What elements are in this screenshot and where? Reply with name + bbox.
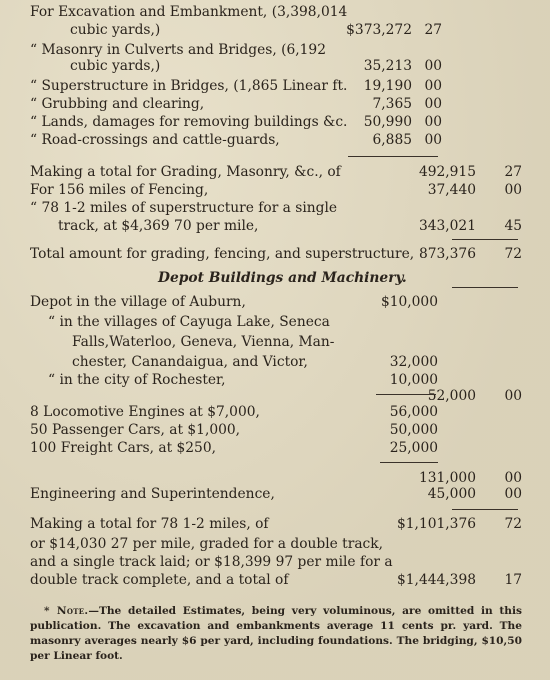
amount-dollars: 6,885: [372, 132, 412, 148]
amount-dollars: 35,213: [363, 58, 412, 74]
amount-cents: 00: [424, 78, 442, 94]
line-text: 8 Locomotive Engines at $7,000,: [30, 404, 260, 420]
total-dollars: $1,444,398: [397, 572, 476, 588]
engineering-row: [0, 484, 550, 504]
amount-dollars: $373,272: [346, 22, 412, 38]
line-text: Making a total for 78 1-2 miles, of: [30, 516, 269, 532]
line-text: “ Grubbing and clearing,: [30, 96, 205, 112]
subtotal-amount: 50,000: [389, 422, 438, 438]
rule-grading: [348, 156, 438, 157]
depot-villages-row-3: [0, 352, 550, 372]
line-text: “ Superstructure in Bridges, (1,865 Linear ft.: [30, 78, 348, 94]
total-cents: 00: [504, 388, 522, 404]
depot-auburn-row: [0, 292, 550, 312]
line-text: “ in the villages of Cayuga Lake, Seneca: [48, 314, 330, 330]
line-text: “ 78 1-2 miles of superstructure for a single: [30, 200, 338, 216]
depot-heading: [0, 268, 550, 288]
line-text: chester, Canandaigua, and Victor,: [72, 354, 308, 370]
total-dollars: 343,021: [418, 218, 476, 234]
footnote-label: * Note.: [44, 605, 89, 617]
line-text: track, at $4,369 70 per mile,: [58, 218, 259, 234]
total-cents: 27: [504, 164, 522, 180]
total-dollars: 52,000: [427, 388, 476, 404]
freight-cars-row: [0, 438, 550, 458]
per-mile-row: [0, 534, 550, 554]
amount-dollars: 19,190: [363, 78, 412, 94]
total-cents: 45: [504, 218, 522, 234]
grubbing-row: [0, 94, 550, 114]
line-text: double track complete, and a total of: [30, 572, 289, 588]
line-text: and a single track laid; or $18,399 97 per mile for a: [30, 554, 393, 570]
line-text: For 156 miles of Fencing,: [30, 182, 209, 198]
rule-machinery: [380, 462, 438, 463]
line-text: cubic yards,): [70, 58, 161, 74]
excavation-cubic-row: [0, 20, 550, 40]
rule-depot-heading: [452, 287, 518, 288]
line-text: For Excavation and Embankment, (3,398,014: [30, 4, 348, 20]
total-amount-row: [0, 244, 550, 264]
locomotives-row: [0, 402, 550, 422]
subtotal-amount: 25,000: [389, 440, 438, 456]
subtotal-amount: 56,000: [389, 404, 438, 420]
amount-cents: 00: [424, 96, 442, 112]
total-cents: 00: [504, 470, 522, 486]
depot-villages-row-2: [0, 332, 550, 352]
line-text: 50 Passenger Cars, at $1,000,: [30, 422, 241, 438]
line-text: Depot in the village of Auburn,: [30, 294, 246, 310]
fencing-row: [0, 180, 550, 200]
line-text: Total amount for grading, fencing, and superstructure,: [30, 246, 415, 262]
subtotal-amount: 10,000: [389, 372, 438, 388]
total-dollars: 45,000: [427, 486, 476, 502]
amount-dollars: 7,365: [372, 96, 412, 112]
total-cents: 00: [504, 182, 522, 198]
total-cents: 00: [504, 486, 522, 502]
line-text: “ Masonry in Culverts and Bridges, (6,192: [30, 42, 326, 58]
total-cents: 72: [504, 516, 522, 532]
line-text: Engineering and Superintendence,: [30, 486, 275, 502]
depot-villages-row: [0, 312, 550, 332]
total-cents: 17: [504, 572, 522, 588]
amount-cents: 00: [424, 114, 442, 130]
masonry-cubic-row: [0, 56, 550, 76]
total-dollars: 37,440: [427, 182, 476, 198]
amount-cents: 27: [424, 22, 442, 38]
amount-cents: 00: [424, 132, 442, 148]
rule-superstructure: [452, 239, 518, 240]
total-dollars: 492,915: [418, 164, 476, 180]
single-track-row: [0, 552, 550, 572]
line-text: cubic yards,): [70, 22, 161, 38]
section-heading: Depot Buildings and Machinery.: [158, 270, 407, 286]
rule-engineering: [452, 509, 518, 510]
superstructure-track-row: [0, 216, 550, 236]
line-text: “ Lands, damages for removing buildings &c.: [30, 114, 348, 130]
total-dollars: 131,000: [418, 470, 476, 486]
total-dollars: 873,376: [418, 246, 476, 262]
excavation-row: [0, 2, 550, 22]
line-text: or $14,030 27 per mile, graded for a double track,: [30, 536, 384, 552]
lands-row: [0, 112, 550, 132]
amount-dollars: 50,990: [363, 114, 412, 130]
line-text: Falls,Waterloo, Geneva, Vienna, Man-: [72, 334, 335, 350]
subtotal-amount: $10,000: [380, 294, 438, 310]
subtotal-amount: 32,000: [389, 354, 438, 370]
line-text: 100 Freight Cars, at $250,: [30, 440, 216, 456]
line-text: Making a total for Grading, Masonry, &c., of: [30, 164, 341, 180]
superstructure-row: [0, 198, 550, 218]
line-text: “ Road-crossings and cattle-guards,: [30, 132, 280, 148]
grand-total-row: [0, 514, 550, 534]
total-cents: 72: [504, 246, 522, 262]
double-track-total-row: [0, 570, 550, 590]
total-dollars: $1,101,376: [397, 516, 476, 532]
line-text: “ in the city of Rochester,: [48, 372, 226, 388]
passenger-cars-row: [0, 420, 550, 440]
superstructure-bridges-row: [0, 76, 550, 96]
footnote: [30, 604, 522, 664]
footnote-text: —The detailed Estimates, being very voluminous, are omitted in this publication. The excavation and embankments average 11 cents pr. yard. The masonry averages nearly $6 per yard, including foundations. The bridging, $10,50 per Linear foot.: [30, 605, 522, 662]
rule-depot-subtotal: [376, 394, 436, 395]
road-crossings-row: [0, 130, 550, 150]
grading-total-row: [0, 162, 550, 182]
amount-cents: 00: [424, 58, 442, 74]
